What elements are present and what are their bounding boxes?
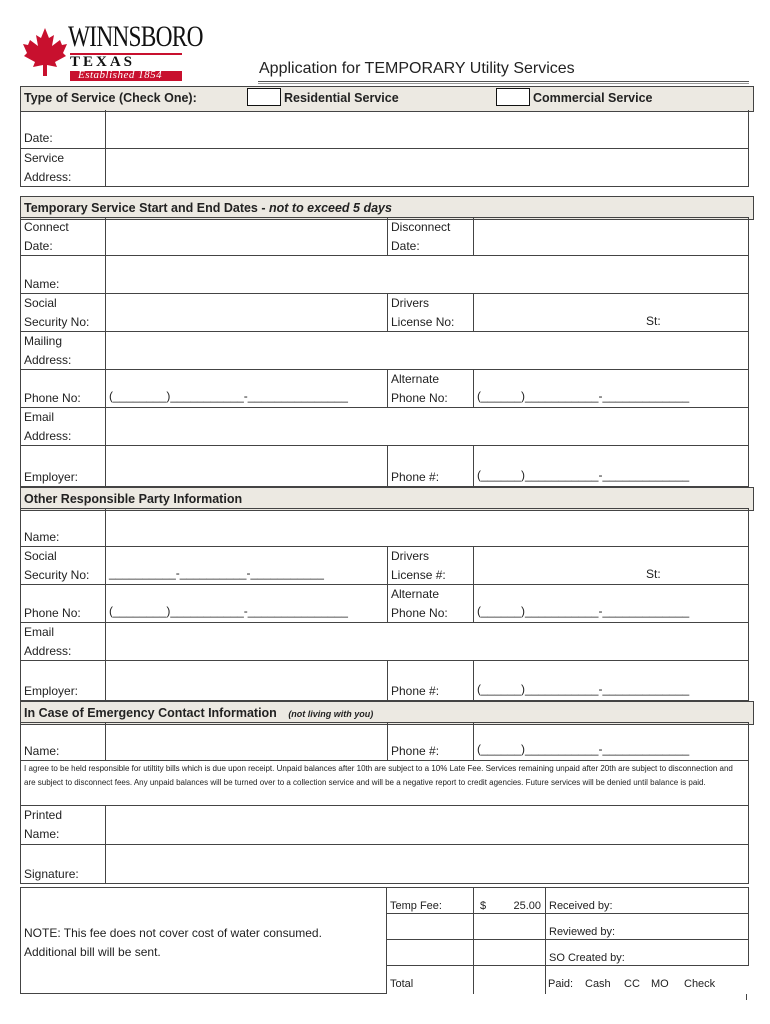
received-by-cell[interactable] <box>545 887 749 914</box>
other-name-label: Name: <box>20 508 106 547</box>
disconnect-date-label-2: Date: <box>391 239 420 253</box>
logo-line1: WINNSBORO <box>68 20 203 53</box>
emergency-row <box>20 722 749 761</box>
email-label-1: Email <box>24 410 55 424</box>
reviewed-by-cell[interactable] <box>545 913 749 940</box>
other-employer-row <box>20 660 749 701</box>
winnsboro-logo <box>22 20 203 82</box>
other-employer-input[interactable] <box>105 660 388 701</box>
note-box <box>20 887 387 994</box>
fee-blank-2 <box>473 913 546 940</box>
title-rule <box>258 81 749 82</box>
email-label <box>20 407 106 446</box>
disconnect-date-label <box>387 217 474 256</box>
residential-checkbox[interactable] <box>247 88 281 106</box>
name-label: Name: <box>20 255 106 294</box>
employer-row <box>20 445 749 487</box>
connect-date-label <box>20 217 106 256</box>
fee-blank-4 <box>473 939 546 966</box>
other-phone-input[interactable] <box>105 584 388 623</box>
other-email-input[interactable] <box>105 622 749 661</box>
phone-label: Phone No: <box>20 369 106 408</box>
title-rule-2 <box>258 83 749 84</box>
name-row <box>20 255 749 294</box>
other-employer-phone-input[interactable] <box>473 660 749 701</box>
logo-line3: Established 1854 <box>78 69 163 81</box>
email-row <box>20 407 749 446</box>
mailing-input[interactable] <box>105 331 749 370</box>
reviewed-by-label: Reviewed by: <box>549 926 616 938</box>
other-ssn-row <box>20 546 749 585</box>
other-email-label-2: Address: <box>24 644 72 658</box>
ssn-label <box>20 293 106 332</box>
dl-label <box>387 293 474 332</box>
paid-mo[interactable]: MO <box>651 978 669 990</box>
printed-name-input[interactable] <box>105 805 749 845</box>
disconnect-date-label-1: Disconnect <box>391 220 451 234</box>
agreement-text: I agree to be held responsible for utiltity bills which is due upon receipt. Unpaid balances after 10th are subject to a 10% Late Fee. Services remaining unpaid after 20th are subject to disconnection and are subject to disconnect fees. Any unpaid balances will be turned over to a collection service and will be a negative report to credit agencies. Future services will be denied until balance is paid. <box>20 760 749 806</box>
other-phone-blank: (________)___________-_______________ <box>109 604 348 618</box>
other-employer-label: Employer: <box>20 660 106 701</box>
so-created-by-cell[interactable] <box>545 939 749 966</box>
emergency-header-note: (not living with you) <box>288 709 374 719</box>
other-dl-label <box>387 546 474 585</box>
temp-dates-header-italic: not to exceed 5 days <box>269 201 392 215</box>
service-address-label <box>20 148 106 187</box>
other-alt-phone-label <box>387 584 474 623</box>
note-line-1: NOTE: This fee does not cover cost of water consumed. <box>24 926 322 940</box>
mailing-row <box>20 331 749 370</box>
fee-amount: 25.00 <box>513 900 541 912</box>
ssn-blank: __________-__________-___________ <box>109 566 324 580</box>
alt-phone-label-2: Phone No: <box>391 391 448 405</box>
logo-line2: TEXAS <box>70 54 136 70</box>
ssn-row <box>20 293 749 332</box>
employer-input[interactable] <box>105 445 388 487</box>
other-ssn-label-1: Social <box>24 549 57 563</box>
commercial-label: Commercial Service <box>533 91 653 105</box>
other-alt-phone-input[interactable] <box>473 584 749 623</box>
printed-name-row <box>20 805 749 845</box>
paid-cc[interactable]: CC <box>624 978 640 990</box>
email-label-2: Address: <box>24 429 72 443</box>
so-created-by-label: SO Created by: <box>549 952 625 964</box>
signature-input[interactable] <box>105 844 749 884</box>
connect-date-label-1: Connect <box>24 220 69 234</box>
mailing-label-1: Mailing <box>24 334 63 348</box>
service-address-label-2: Address: <box>24 170 72 184</box>
other-dl-label-1: Drivers <box>391 549 429 563</box>
emergency-header-main: In Case of Emergency Contact Information <box>24 706 277 720</box>
phone-blank: (________)___________-_______________ <box>109 389 348 403</box>
emergency-phone-label: Phone #: <box>387 722 474 761</box>
phone-input[interactable] <box>105 369 388 408</box>
emergency-phone-blank: (______)___________-_____________ <box>477 742 690 756</box>
other-phone-label: Phone No: <box>20 584 106 623</box>
ssn-label-2: Security No: <box>24 315 90 329</box>
emergency-phone-input[interactable] <box>473 722 749 761</box>
dl-state-label: St: <box>646 314 661 328</box>
emergency-name-label: Name: <box>20 722 106 761</box>
page-title: Application for TEMPORARY Utility Services <box>259 60 575 77</box>
employer-phone-label: Phone #: <box>387 445 474 487</box>
date-input[interactable] <box>105 110 749 149</box>
printed-name-label-2: Name: <box>24 827 60 841</box>
fee-currency: $ <box>480 900 487 912</box>
printed-name-label <box>20 805 106 845</box>
other-ssn-label-2: Security No: <box>24 568 90 582</box>
other-dl-input[interactable] <box>473 546 749 585</box>
date-label: Date: <box>20 110 106 149</box>
other-dl-label-2: License #: <box>391 568 446 582</box>
note-text <box>24 924 322 962</box>
other-employer-phone-blank: (______)___________-_____________ <box>477 682 690 696</box>
connect-date-input[interactable] <box>105 217 388 256</box>
connect-date-label-2: Date: <box>24 239 53 253</box>
alt-phone-label <box>387 369 474 408</box>
other-alt-phone-blank: (______)___________-_____________ <box>477 604 690 618</box>
other-email-label-1: Email <box>24 625 55 639</box>
paid-check[interactable]: Check <box>684 978 716 990</box>
other-phone-row <box>20 584 749 623</box>
other-alt-phone-label-2: Phone No: <box>391 606 448 620</box>
note-line-2: Additional bill will be sent. <box>24 945 161 959</box>
total-value-cell <box>473 965 546 994</box>
employer-label: Employer: <box>20 445 106 487</box>
ssn-input[interactable] <box>105 293 388 332</box>
total-label-cell <box>386 965 474 994</box>
dl-label-1: Drivers <box>391 296 429 310</box>
service-type-label: Type of Service (Check One): <box>24 91 197 105</box>
other-email-label <box>20 622 106 661</box>
corner-tick <box>746 994 750 1000</box>
other-name-row <box>20 508 749 547</box>
residential-label: Residential Service <box>284 91 399 105</box>
name-input[interactable] <box>105 255 749 294</box>
other-ssn-label <box>20 546 106 585</box>
other-employer-phone-label: Phone #: <box>387 660 474 701</box>
paid-cash[interactable]: Cash <box>585 978 611 990</box>
mailing-label-2: Address: <box>24 353 72 367</box>
received-by-label: Received by: <box>549 900 613 912</box>
other-alt-phone-label-1: Alternate <box>391 587 440 601</box>
other-party-header: Other Responsible Party Information <box>20 487 754 511</box>
fee-blank-1 <box>386 913 474 940</box>
other-email-row <box>20 622 749 661</box>
printed-name-label-1: Printed <box>24 808 63 822</box>
email-input[interactable] <box>105 407 749 446</box>
dl-label-2: License No: <box>391 315 455 329</box>
service-type-row <box>20 86 754 112</box>
paid-label: Paid: <box>548 978 574 990</box>
mailing-label <box>20 331 106 370</box>
other-dl-state-label: St: <box>646 567 661 581</box>
temp-fee-label: Temp Fee: <box>390 900 442 912</box>
temp-dates-header-main: Temporary Service Start and End Dates - <box>24 201 269 215</box>
date-row <box>20 110 749 149</box>
maple-leaf-icon <box>22 26 68 78</box>
alt-phone-input[interactable] <box>473 369 749 408</box>
paid-cell <box>545 965 749 994</box>
ssn-label-1: Social <box>24 296 57 310</box>
commercial-checkbox[interactable] <box>496 88 530 106</box>
signature-label: Signature: <box>20 844 106 884</box>
temp-fee-label-cell <box>386 887 474 914</box>
signature-row <box>20 844 749 884</box>
emergency-name-input[interactable] <box>105 722 388 761</box>
dl-input[interactable] <box>473 293 749 332</box>
service-address-row <box>20 148 749 187</box>
phone-row <box>20 369 749 408</box>
alt-phone-label-1: Alternate <box>391 372 440 386</box>
fee-blank-3 <box>386 939 474 966</box>
employer-phone-input[interactable] <box>473 445 749 487</box>
temp-fee-value-cell <box>473 887 546 914</box>
disconnect-date-input[interactable] <box>473 217 749 256</box>
connect-row <box>20 217 749 256</box>
alt-phone-blank: (______)___________-_____________ <box>477 389 690 403</box>
service-address-input[interactable] <box>105 148 749 187</box>
other-ssn-input[interactable] <box>105 546 388 585</box>
other-name-input[interactable] <box>105 508 749 547</box>
employer-phone-blank: (______)___________-_____________ <box>477 468 690 482</box>
total-label: Total <box>390 978 414 990</box>
service-address-label-1: Service <box>24 151 65 165</box>
